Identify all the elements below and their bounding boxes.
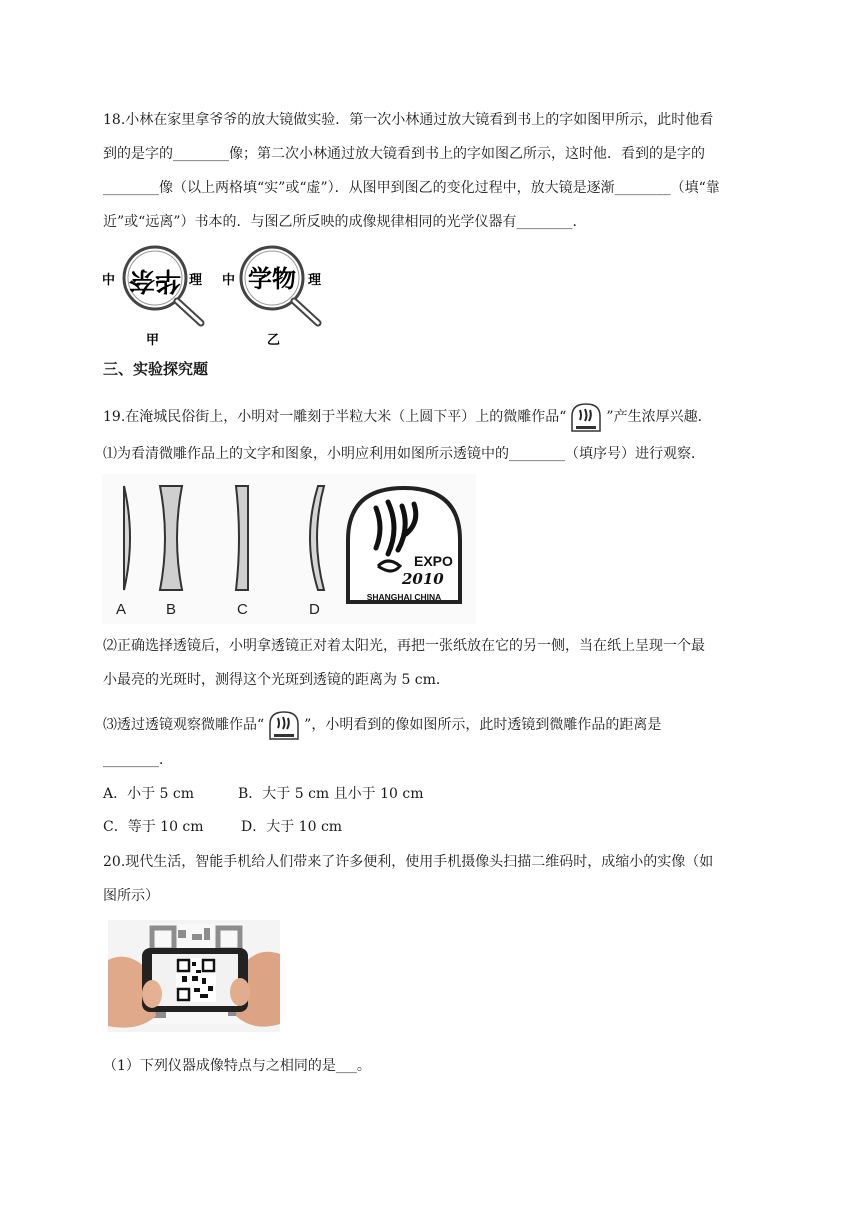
q20-sub-1: （1）下列仪器成像特点与之相同的是___。 [103,1058,371,1074]
q19-part-3-line-1 [103,710,661,740]
q19-line-1-end: ”产生浓厚兴趣． [606,409,712,425]
yi-right-char: 理 [308,273,322,288]
section-heading: 三、实验探究题 [103,360,209,378]
q18-line-2: 到的是字的________像；第二次小林通过放大镜看到书上的字如图乙所示，这时他．看到的是字的 [103,146,705,162]
expo-logo-icon [568,402,604,432]
screen-qr-icon [176,958,216,1002]
option-b: B．大于 5 cm 且小于 10 cm [238,786,424,802]
q19-part-3-blank: ________． [103,752,173,768]
magnifier-figure [100,240,340,350]
logo-city-text: SHANGHAI CHINA [366,592,442,602]
jia-left-char: 中 [102,273,116,288]
magnifier-yi [222,247,322,348]
q19-part-2-line-1: ⑵正确选择透镜后，小明拿透镜正对着太阳光，再把一张纸放在它的另一侧，当在纸上呈现一个最 [103,638,705,654]
yi-inside-chars: 学物 [248,265,296,293]
option-d: D．大于 10 cm [241,819,343,835]
magnifier-jia [102,247,203,348]
expo-logo-large [348,488,460,602]
logo-year-text: 2010 [402,570,444,588]
q18-line-4: 近”或“远离”）书本的．与图乙所反映的成像规律相同的光学仪器有________． [103,214,587,230]
phone-scan-figure [108,920,280,1032]
jia-inside-chars: 华奈 [128,265,182,295]
q19-part-2-line-2: 小最亮的光斑时，测得这个光斑到透镜的距离为 5 cm． [103,672,450,688]
lens-figure [102,474,476,624]
option-c: C．等于 10 cm [103,819,204,835]
expo-logo-small-icon [266,710,302,740]
lens-label-c: C [237,601,248,618]
q19-part-1: ⑴为看清微雕作品上的文字和图象，小明应利用如图所示透镜中的________（填序号）进行观察． [103,446,705,462]
q19-line-1-start: 19.在淹城民俗街上，小明对一雕刻于半粒大米（上圆下平）上的微雕作品“ [103,409,567,425]
q19-part-3-end: ”，小明看到的像如图所示，此时透镜到微雕作品的距离是 [304,717,662,733]
q20-line-2: 图所示） [103,888,159,904]
option-a: A．小于 5 cm [103,786,195,802]
q19-line-1 [103,402,712,432]
jia-label: 甲 [146,333,160,348]
yi-left-char: 中 [222,273,236,288]
jia-right-char: 理 [189,273,203,288]
lens-label-d: D [309,601,320,618]
lens-label-b: B [166,601,177,618]
q20-line-1: 20.现代生活，智能手机给人们带来了许多便利，使用手机摄像头扫描二维码时，成缩小的实像（如 [103,854,714,870]
q18-line-1: 18.小林在家里拿爷爷的放大镜做实验．第一次小林通过放大镜看到书上的字如图甲所示，此时他看 [103,112,714,128]
logo-expo-text: EXPO [414,553,453,569]
lens-label-a: A [116,601,127,618]
yi-label: 乙 [267,333,281,348]
q19-part-3-start: ⑶透过透镜观察微雕作品“ [103,717,265,733]
q18-line-3: ________像（以上两格填“实”或“虚”）．从图甲到图乙的变化过程中，放大镜是逐渐________（填“靠 [103,180,720,196]
